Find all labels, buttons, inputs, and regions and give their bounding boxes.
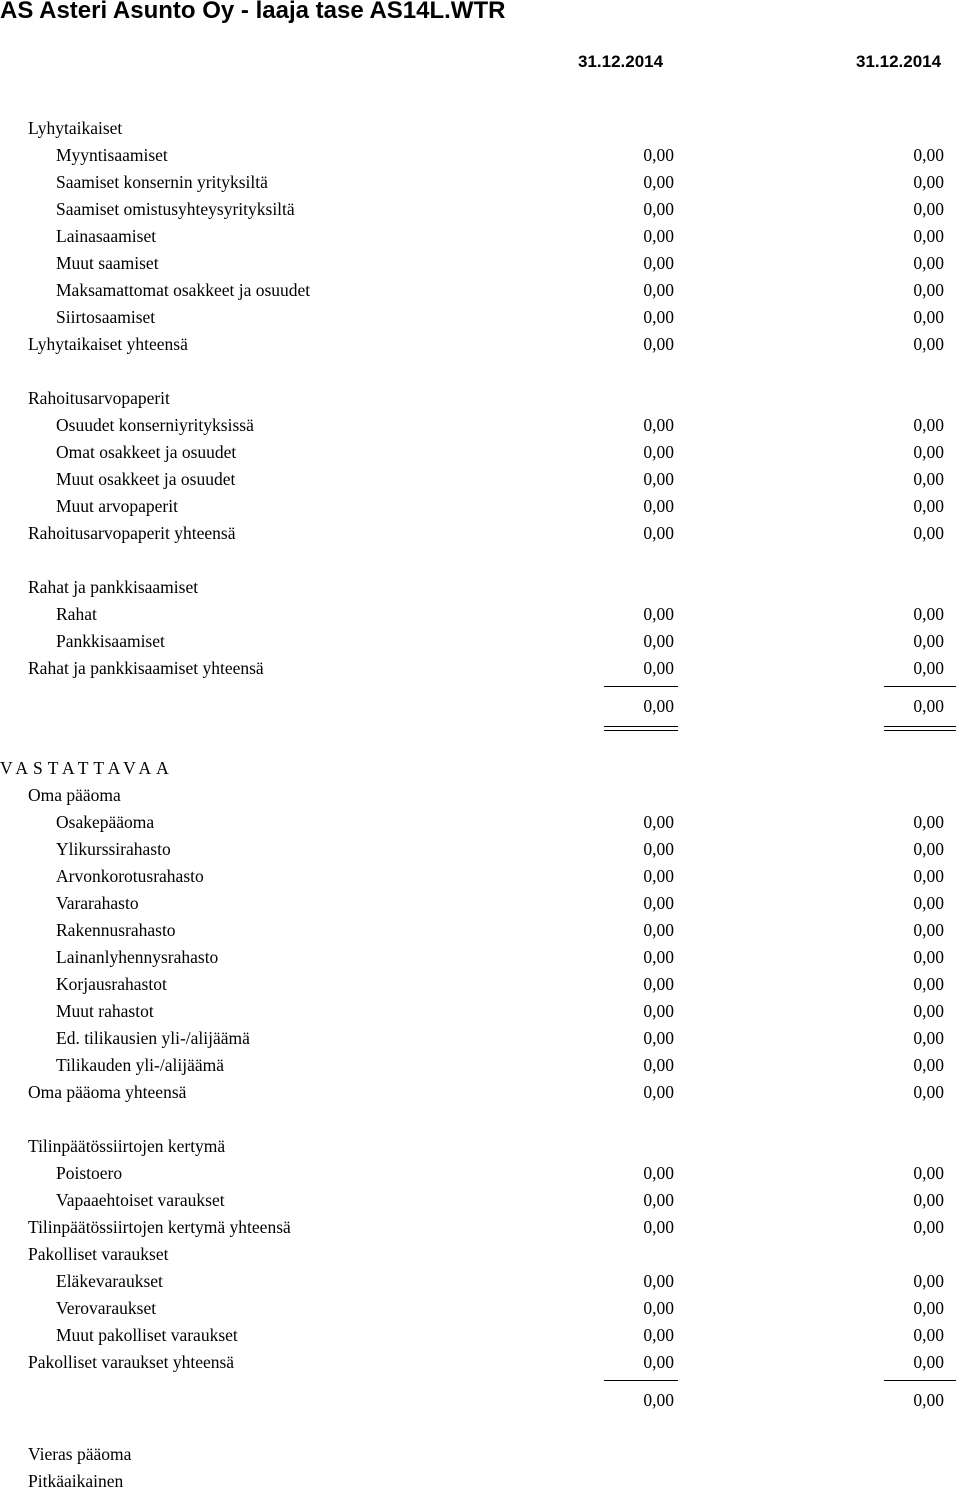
row-label: Osuudet konserniyrityksissä [56, 415, 254, 435]
row-label: Ed. tilikausien yli-/alijäämä [56, 1028, 250, 1048]
table-row [0, 947, 960, 973]
row-label: Korjausrahastot [56, 974, 167, 994]
row-label: Tilinpäätössiirtojen kertymä [28, 1136, 226, 1156]
table-row [0, 523, 960, 549]
row-value-col1: 0,00 [643, 920, 674, 940]
row-value-col1: 0,00 [643, 866, 674, 886]
table-row [0, 1190, 960, 1216]
row-label: Tilinpäätössiirtojen kertymä yhteensä [28, 1217, 291, 1237]
row-value-col1: 0,00 [643, 1217, 674, 1237]
table-row [0, 1244, 960, 1270]
row-label: Poistoero [56, 1163, 123, 1183]
row-value-col2: 0,00 [913, 1352, 944, 1372]
table-row [0, 280, 960, 306]
row-value-col1: 0,00 [643, 1055, 674, 1075]
row-value-col1: 0,00 [643, 442, 674, 462]
row-value-col2: 0,00 [913, 226, 944, 246]
row-value-col1: 0,00 [643, 696, 674, 716]
row-label: Ylikurssirahasto [56, 839, 171, 859]
table-row [0, 1136, 960, 1162]
row-value-col1: 0,00 [643, 1352, 674, 1372]
table-row [0, 1390, 960, 1416]
row-value-col2: 0,00 [913, 253, 944, 273]
row-label: Saamiset konsernin yrityksiltä [56, 172, 268, 192]
row-label: Eläkevaraukset [56, 1271, 163, 1291]
row-value-col2: 0,00 [913, 334, 944, 354]
table-row [0, 974, 960, 1000]
row-label: Siirtosaamiset [56, 307, 156, 327]
row-value-col1: 0,00 [643, 631, 674, 651]
row-value-col2: 0,00 [913, 839, 944, 859]
table-row [0, 1325, 960, 1351]
row-value-col2: 0,00 [913, 469, 944, 489]
row-value-col2: 0,00 [913, 947, 944, 967]
row-value-col2: 0,00 [913, 1271, 944, 1291]
row-value-col2: 0,00 [913, 1055, 944, 1075]
row-value-col1: 0,00 [643, 1163, 674, 1183]
row-value-col2: 0,00 [913, 893, 944, 913]
row-value-col1: 0,00 [643, 469, 674, 489]
row-value-col1: 0,00 [643, 1028, 674, 1048]
table-row [0, 388, 960, 414]
report-title: AS Asteri Asunto Oy - laaja tase AS14L.WTR [0, 0, 506, 24]
row-value-col2: 0,00 [913, 631, 944, 651]
row-label: Muut arvopaperit [56, 496, 178, 516]
row-label: Muut osakkeet ja osuudet [56, 469, 236, 489]
row-label: Lainanlyhennysrahasto [56, 947, 219, 967]
row-label: Omat osakkeet ja osuudet [56, 442, 237, 462]
table-row [0, 172, 960, 198]
table-row [0, 334, 960, 360]
table-row [0, 199, 960, 225]
row-value-col1: 0,00 [643, 523, 674, 543]
row-label: VASTATTAVAA [0, 758, 174, 778]
row-value-col2: 0,00 [913, 199, 944, 219]
row-label: Muut pakolliset varaukset [56, 1325, 238, 1345]
table-row [0, 415, 960, 441]
row-label: Vapaaehtoiset varaukset [56, 1190, 225, 1210]
table-row [0, 1271, 960, 1297]
row-value-col2: 0,00 [913, 1001, 944, 1021]
row-value-col1: 0,00 [643, 1390, 674, 1410]
row-value-col1: 0,00 [643, 1082, 674, 1102]
row-value-col1: 0,00 [643, 604, 674, 624]
row-value-col2: 0,00 [913, 307, 944, 327]
row-value-col1: 0,00 [643, 226, 674, 246]
table-row [0, 1298, 960, 1324]
row-value-col1: 0,00 [643, 280, 674, 300]
row-label: Pakolliset varaukset [28, 1244, 169, 1264]
row-label: Arvonkorotusrahasto [56, 866, 204, 886]
table-row [0, 893, 960, 919]
table-row [0, 1082, 960, 1108]
row-value-col2: 0,00 [913, 974, 944, 994]
row-value-col1: 0,00 [643, 1298, 674, 1318]
row-value-col1: 0,00 [643, 496, 674, 516]
row-value-col2: 0,00 [913, 523, 944, 543]
row-value-col2: 0,00 [913, 604, 944, 624]
row-value-col1: 0,00 [643, 199, 674, 219]
table-row [0, 226, 960, 252]
total-underline [884, 1380, 956, 1381]
table-row [0, 812, 960, 838]
total-underline [604, 730, 678, 731]
table-row [0, 631, 960, 657]
total-underline [604, 1380, 678, 1381]
row-label: Rakennusrahasto [56, 920, 176, 940]
table-row [0, 696, 960, 722]
row-value-col2: 0,00 [913, 1298, 944, 1318]
row-value-col2: 0,00 [913, 1325, 944, 1345]
table-row [0, 1163, 960, 1189]
row-value-col1: 0,00 [643, 1271, 674, 1291]
row-label: Lyhytaikaiset yhteensä [28, 334, 188, 354]
row-value-col2: 0,00 [913, 920, 944, 940]
row-value-col2: 0,00 [913, 1390, 944, 1410]
row-value-col1: 0,00 [643, 1190, 674, 1210]
row-value-col2: 0,00 [913, 1217, 944, 1237]
row-value-col2: 0,00 [913, 280, 944, 300]
total-underline [884, 730, 956, 731]
total-underline [884, 726, 956, 727]
row-label: Rahat ja pankkisaamiset [28, 577, 199, 597]
row-label: Pankkisaamiset [56, 631, 165, 651]
table-row [0, 145, 960, 171]
row-label: Verovaraukset [56, 1298, 157, 1318]
table-row [0, 839, 960, 865]
table-row [0, 1055, 960, 1081]
total-underline [884, 686, 956, 687]
row-value-col2: 0,00 [913, 696, 944, 716]
row-value-col1: 0,00 [643, 334, 674, 354]
row-value-col2: 0,00 [913, 415, 944, 435]
table-row [0, 1217, 960, 1243]
row-value-col2: 0,00 [913, 442, 944, 462]
column-header-date: 31.12.2014 [578, 52, 664, 71]
row-value-col2: 0,00 [913, 658, 944, 678]
total-underline [604, 726, 678, 727]
table-row [0, 253, 960, 279]
row-value-col1: 0,00 [643, 974, 674, 994]
row-value-col2: 0,00 [913, 1163, 944, 1183]
row-label: Lyhytaikaiset [28, 118, 123, 138]
row-value-col2: 0,00 [913, 866, 944, 886]
row-value-col1: 0,00 [643, 253, 674, 273]
row-value-col1: 0,00 [643, 1001, 674, 1021]
row-value-col1: 0,00 [643, 1325, 674, 1345]
row-value-col1: 0,00 [643, 893, 674, 913]
row-value-col1: 0,00 [643, 307, 674, 327]
table-row [0, 1444, 960, 1470]
row-label: Muut rahastot [56, 1001, 154, 1021]
total-underline [604, 686, 678, 687]
row-value-col2: 0,00 [913, 1028, 944, 1048]
row-label: Rahat ja pankkisaamiset yhteensä [28, 658, 264, 678]
table-row [0, 496, 960, 522]
row-label: Osakepääoma [56, 812, 155, 832]
row-label: Saamiset omistusyhteysyrityksiltä [56, 199, 295, 219]
row-value-col1: 0,00 [643, 172, 674, 192]
table-row [0, 920, 960, 946]
table-row [0, 442, 960, 468]
table-row [0, 604, 960, 630]
row-label: Rahat [56, 604, 97, 624]
table-row [0, 658, 960, 684]
row-label: Pitkäaikainen [28, 1471, 124, 1491]
row-value-col2: 0,00 [913, 496, 944, 516]
row-label: Myyntisaamiset [56, 145, 168, 165]
table-row [0, 1001, 960, 1027]
table-row [0, 1352, 960, 1378]
table-row [0, 785, 960, 811]
row-value-col2: 0,00 [913, 1082, 944, 1102]
row-label: Maksamattomat osakkeet ja osuudet [56, 280, 311, 300]
table-row [0, 758, 960, 784]
row-label: Rahoitusarvopaperit yhteensä [28, 523, 236, 543]
row-value-col1: 0,00 [643, 658, 674, 678]
row-label: Pakolliset varaukset yhteensä [28, 1352, 235, 1372]
row-value-col2: 0,00 [913, 1190, 944, 1210]
row-label: Lainasaamiset [56, 226, 157, 246]
row-value-col2: 0,00 [913, 145, 944, 165]
row-label: Tilikauden yli-/alijäämä [56, 1055, 225, 1075]
row-label: Oma pääoma [28, 785, 121, 805]
row-value-col1: 0,00 [643, 839, 674, 859]
row-label: Muut saamiset [56, 253, 159, 273]
table-row [0, 866, 960, 892]
table-row [0, 469, 960, 495]
row-label: Vararahasto [56, 893, 139, 913]
table-row [0, 1028, 960, 1054]
row-label: Oma pääoma yhteensä [28, 1082, 187, 1102]
table-row [0, 577, 960, 603]
row-value-col2: 0,00 [913, 172, 944, 192]
column-header-date: 31.12.2014 [856, 52, 942, 71]
row-value-col1: 0,00 [643, 145, 674, 165]
row-value-col2: 0,00 [913, 812, 944, 832]
row-value-col1: 0,00 [643, 812, 674, 832]
row-label: Vieras pääoma [28, 1444, 132, 1464]
row-value-col1: 0,00 [643, 947, 674, 967]
table-row [0, 118, 960, 144]
table-row [0, 307, 960, 333]
row-value-col1: 0,00 [643, 415, 674, 435]
row-label: Rahoitusarvopaperit [28, 388, 170, 408]
table-row [0, 1471, 960, 1497]
